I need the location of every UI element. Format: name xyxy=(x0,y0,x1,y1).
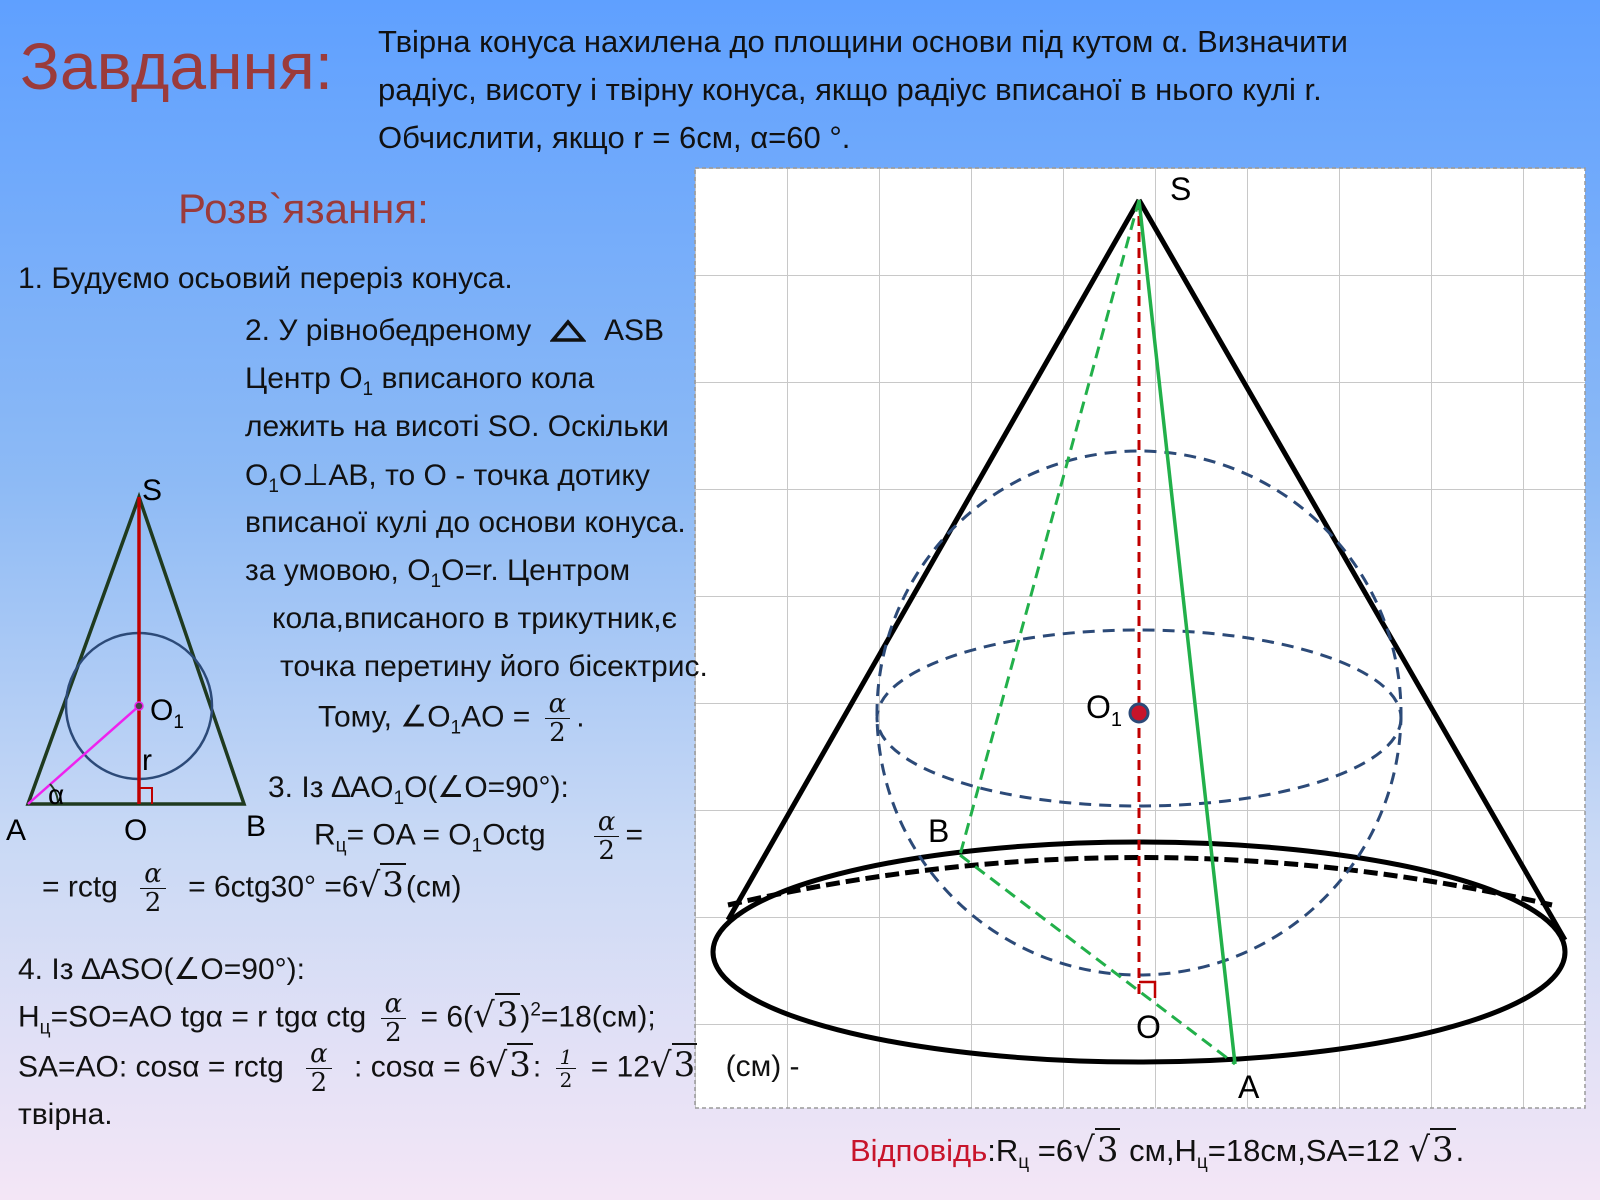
step-2-line-6: за умовою, $O_1O=r$. Центром xyxy=(245,554,631,592)
solution-heading: Розв`язання: xyxy=(178,185,429,232)
sphere-center-point xyxy=(1130,704,1148,722)
triangle-icon xyxy=(550,318,586,344)
step-2-line-3: лежить на висоті SO. Оскільки xyxy=(245,410,669,443)
small-right-angle xyxy=(139,788,152,804)
step-2-line-5: вписаної кулі до основи конуса. xyxy=(245,506,686,539)
cone-label-o1: $O_1$ xyxy=(1086,689,1123,731)
small-label-b: B xyxy=(246,810,267,843)
small-center-point xyxy=(135,702,143,710)
step-2-line-2: Центр $O_1$ вписаного кола xyxy=(245,362,595,400)
sqrt-3: √3 xyxy=(473,995,519,1036)
step-2-line-8: точка перетину його бісектрис. xyxy=(280,650,708,683)
sqrt-3: √3 xyxy=(358,865,404,906)
step-4-line-1: 4. Із ∆ASO(∠O=90°): xyxy=(18,953,305,986)
step-2-line-4: $O_1O\perp AB$, то O - точка дотику xyxy=(245,459,650,497)
cone-label-a: A xyxy=(1238,1069,1260,1105)
fraction-one-half: $\frac{1}{2}$ xyxy=(556,1046,577,1091)
sqrt-3: √3 xyxy=(485,1045,531,1086)
step-2-line-9: Тому, $\angle O_1AO$ = $\frac{\alpha}{2}$ . xyxy=(318,689,585,748)
step-3-line-3: = rctg $\frac{\alpha}{2}$ = 6ctg30° =6√3(см) xyxy=(42,859,462,918)
answer-label: Відповідь xyxy=(850,1133,988,1168)
step-1: 1. Будуємо осьовий переріз конуса. xyxy=(18,262,513,295)
step-2-line-7: кола,вписаного в трикутник,є xyxy=(272,602,677,635)
fraction-alpha-over-2: $\frac{\alpha}{2}$ xyxy=(306,1040,332,1097)
step-4-line-3: SA=AO: cosα = rctg $\frac{\alpha}{2}$ : cosα = 6√3: $\frac{1}{2}$ = 12√3 (см) - xyxy=(18,1039,800,1098)
task-line-3: Обчислити, якщо r = 6см, α=60 °. xyxy=(378,120,851,155)
small-label-a: A xyxy=(6,814,27,847)
small-label-alpha: α xyxy=(48,779,65,810)
step-4-line-2: $H_ц=SO=AO$ tgα = r tgα ctg $\frac{\alpha}{2}$ = $6(√3)^2=18(см)$; xyxy=(18,989,656,1048)
fraction-alpha-over-2: $\frac{\alpha}{2}$ xyxy=(594,808,620,865)
page-title: Завдання: xyxy=(20,29,334,103)
cone-label-o: O xyxy=(1136,1009,1161,1045)
sqrt-3: √3 xyxy=(1408,1130,1454,1170)
answer: $Відповідь:R_ц =6√3$ $см,H_ц=18см,SA=12$ √3. xyxy=(850,1130,1465,1174)
small-label-s: S xyxy=(142,474,163,507)
sqrt-3: √3 xyxy=(1073,1130,1119,1170)
small-triangle xyxy=(28,497,244,804)
small-label-o: O xyxy=(124,814,148,847)
cone-label-s: S xyxy=(1170,171,1192,207)
sqrt-3: √3 xyxy=(649,1045,696,1086)
step-3-line-2: $R_ц=$ OA = $O_1Octg$ $\frac{\alpha}{2}$ = xyxy=(314,807,644,866)
step-4-line-4: твірна. xyxy=(18,1098,113,1131)
task-line-2: радіус, висоту і твірну конуса, якщо радіус вписаної в нього кулі r. xyxy=(378,72,1322,107)
small-label-o1: $O_1$ xyxy=(150,694,184,733)
fraction-alpha-over-2: $\frac{\alpha}{2}$ xyxy=(545,690,571,747)
task-line-1: Твірна конуса нахилена до площини основи під кутом α. Визначити xyxy=(378,24,1348,59)
step-2-line-1: 2. У рівнобедреному ASB xyxy=(245,314,664,347)
fraction-alpha-over-2: $\frac{\alpha}{2}$ xyxy=(140,860,166,917)
fraction-alpha-over-2: $\frac{\alpha}{2}$ xyxy=(381,990,407,1047)
cone-label-b: B xyxy=(928,813,950,849)
small-label-r: r xyxy=(142,744,152,777)
step-3-line-1: 3. Із $\Delta AO_1O(\angle O=90^\circ)$: xyxy=(268,771,569,809)
